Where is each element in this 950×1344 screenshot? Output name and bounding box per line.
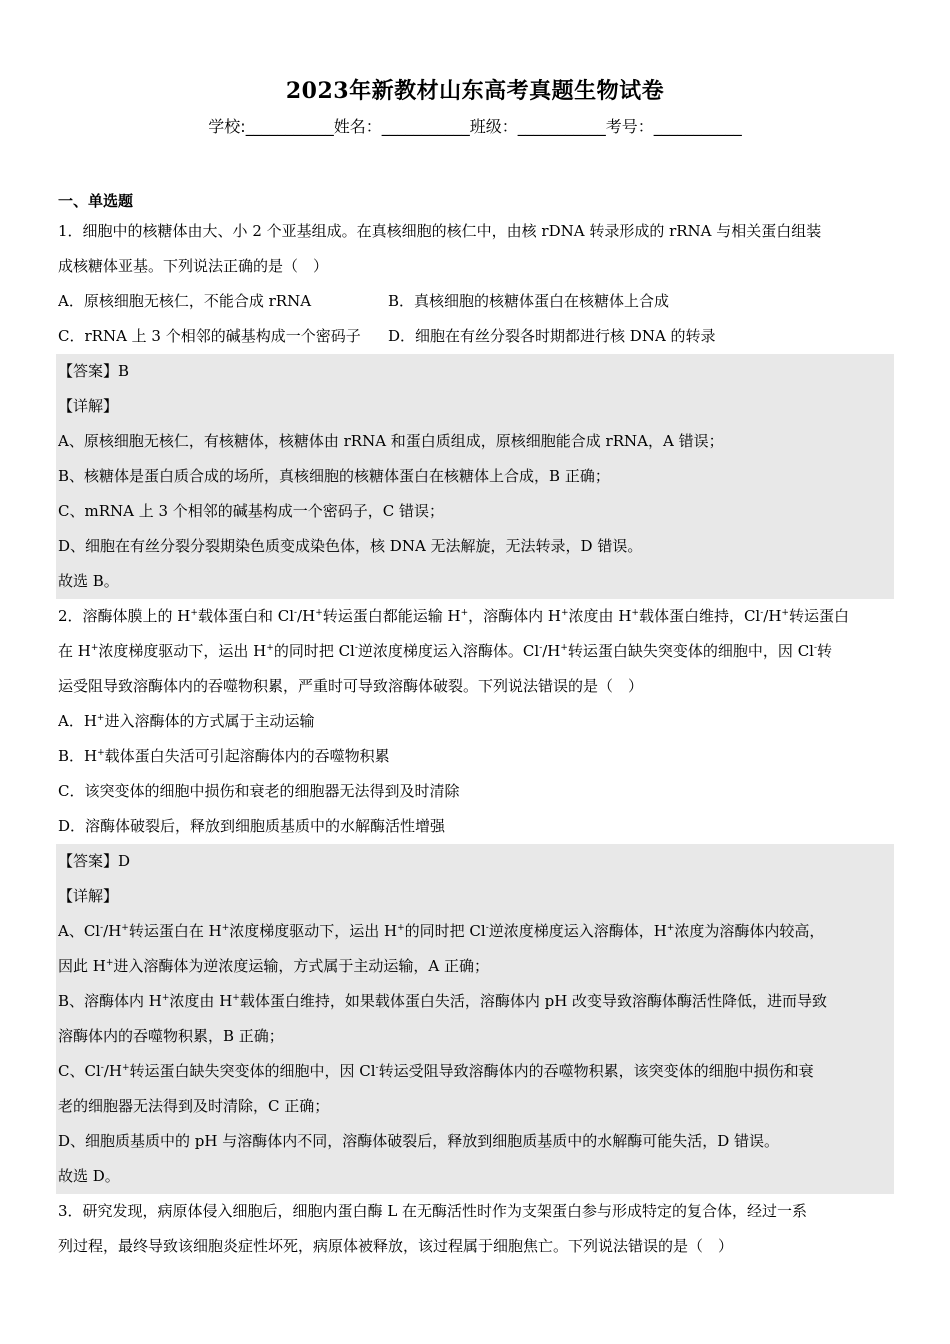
detail-line: D、细胞在有丝分裂分裂期染色质变成染色体，核 DNA 无法解旋，无法转录，D 错误。	[58, 537, 643, 555]
text-fragment: 浓度梯度驱动下，运出 H	[229, 922, 398, 940]
superscript: +	[121, 1063, 130, 1073]
text-fragment: 转运受阻导致溶酶体内的吞噬物积累，该突变体的细胞中损伤和衰	[378, 1062, 814, 1080]
text-fragment: 在 H	[58, 642, 91, 660]
detail-label: 【详解】	[58, 397, 119, 415]
text-fragment: C、Cl	[58, 1062, 101, 1080]
option-b	[58, 739, 894, 774]
answer-block	[56, 844, 894, 1194]
question-stem: 3．研究发现，病原体侵入细胞后，细胞内蛋白酶 L 在无酶活性时作为支架蛋白参与形成特定的复合体，经过一系	[58, 1202, 808, 1220]
text-fragment: 转运蛋白都能运输 H	[322, 607, 461, 625]
option-a	[58, 704, 894, 739]
text-fragment: 进入溶酶体的方式属于主动运输	[104, 712, 315, 730]
text-fragment: 转	[817, 642, 833, 660]
text-fragment: 浓度为溶酶体内较高，	[674, 922, 825, 940]
superscript: -	[375, 1063, 379, 1073]
text-fragment: 载体蛋白维持，Cl	[638, 607, 761, 625]
detail-line	[58, 914, 894, 949]
detail-line	[58, 984, 894, 1019]
detail-line: C、mRNA 上 3 个相邻的碱基构成一个密码子，C 错误；	[58, 502, 445, 520]
text-fragment: /H	[103, 1062, 122, 1080]
superscript: +	[90, 643, 99, 653]
option-c: C．rRNA 上 3 个相邻的碱基构成一个密码子	[58, 327, 361, 345]
answer-block	[56, 354, 894, 599]
text-fragment: /H	[763, 607, 782, 625]
superscript: +	[266, 643, 274, 653]
text-fragment: /H	[542, 642, 561, 660]
superscript: -	[354, 643, 358, 653]
superscript: +	[460, 608, 469, 618]
superscript: -	[294, 608, 298, 618]
superscript: +	[221, 923, 230, 933]
superscript: +	[105, 958, 114, 968]
text-fragment: B．H	[58, 747, 98, 765]
option-c: C．该突变体的细胞中损伤和衰老的细胞器无法得到及时清除	[58, 782, 460, 800]
detail-line	[58, 1054, 894, 1089]
question-stem: 1．细胞中的核糖体由大、小 2 个亚基组成。在真核细胞的核仁中，由核 rDNA 转录形成的 rRNA 与相关蛋白组装	[58, 222, 822, 240]
text-fragment: 逆浓度梯度运入溶酶体，H	[488, 922, 667, 940]
question-stem	[58, 634, 894, 669]
superscript: +	[232, 993, 240, 1003]
text-fragment: 浓度梯度驱动下，运出 H	[98, 642, 267, 660]
detail-line: 老的细胞器无法得到及时清除，C 正确；	[58, 1097, 330, 1115]
text-fragment: 的同时把 Cl	[404, 922, 486, 940]
answer-label: 【答案】B	[58, 362, 130, 380]
superscript: -	[100, 1063, 104, 1073]
superscript: -	[485, 923, 489, 933]
option-d: D．溶酶体破裂后，释放到细胞质基质中的水解酶活性增强	[58, 817, 446, 835]
text-fragment: 逆浓度梯度运入溶酶体。Cl	[357, 642, 540, 660]
detail-line: A、原核细胞无核仁，有核糖体，核糖体由 rRNA 和蛋白质组成，原核细胞能合成 rRNA，A 错误；	[58, 432, 724, 450]
superscript: +	[121, 923, 129, 933]
question-1	[58, 214, 894, 599]
text-fragment: 转运蛋白缺失突变体的细胞中，因 Cl	[567, 642, 814, 660]
option-d: D．细胞在有丝分裂各时期都进行核 DNA 的转录	[388, 327, 716, 345]
student-info-text: 学校:___________姓名：___________班级：___________考号：___________	[208, 117, 742, 136]
section-heading: 一、单选题	[58, 192, 134, 210]
superscript: +	[561, 608, 569, 618]
question-2	[58, 599, 894, 1194]
superscript: +	[96, 713, 105, 723]
student-info-line	[0, 114, 950, 137]
superscript: +	[781, 608, 789, 618]
superscript: +	[397, 923, 405, 933]
detail-label: 【详解】	[58, 887, 119, 905]
text-fragment: 因此 H	[58, 957, 106, 975]
detail-line: B、核糖体是蛋白质合成的场所，真核细胞的核糖体蛋白在核糖体上合成，B 正确；	[58, 467, 610, 485]
text-fragment: 转运蛋白缺失突变体的细胞中，因 Cl	[129, 1062, 376, 1080]
text-fragment: 转运蛋白	[788, 607, 849, 625]
text-fragment: 载体蛋白失活可引起溶酶体内的吞噬物积累	[104, 747, 390, 765]
conclusion: 故选 D。	[58, 1167, 120, 1185]
text-fragment: /H	[297, 607, 316, 625]
text-fragment: B、溶酶体内 H	[58, 992, 162, 1010]
text-fragment: 的同时把 Cl	[273, 642, 355, 660]
option-a: A．原核细胞无核仁，不能合成 rRNA	[58, 292, 312, 310]
superscript: +	[631, 608, 639, 618]
superscript: -	[813, 643, 818, 653]
text-fragment: 2．溶酶体膜上的 H	[58, 607, 191, 625]
question-stem: 列过程，最终导致该细胞炎症性坏死，病原体被释放，该过程属于细胞焦亡。下列说法错误的是（ ）	[58, 1237, 734, 1255]
question-stem	[58, 599, 894, 634]
conclusion: 故选 B。	[58, 572, 119, 590]
text-fragment: ，溶酶体内 H	[468, 607, 561, 625]
question-stem: 运受阻导致溶酶体内的吞噬物积累，严重时可导致溶酶体破裂。下列说法错误的是（ ）	[58, 677, 644, 695]
superscript: +	[161, 993, 170, 1003]
question-stem: 成核糖体亚基。下列说法正确的是（ ）	[58, 257, 329, 275]
page-title: 2023年新教材山东高考真题生物试卷	[285, 78, 665, 104]
question-3	[58, 1194, 894, 1264]
option-row	[58, 319, 894, 354]
superscript: +	[97, 748, 105, 758]
superscript: -	[760, 608, 764, 618]
superscript: +	[315, 608, 323, 618]
question-content	[58, 188, 894, 1264]
text-fragment: A．H	[58, 712, 97, 730]
detail-line	[58, 949, 894, 984]
text-fragment: 转运蛋白在 H	[128, 922, 222, 940]
superscript: +	[190, 608, 198, 618]
text-fragment: 载体蛋白维持，如果载体蛋白失活，溶酶体内 pH 改变导致溶酶体酶活性降低，进而导致	[239, 992, 828, 1010]
detail-line: 溶酶体内的吞噬物积累，B 正确；	[58, 1027, 284, 1045]
text-fragment: 浓度由 H	[169, 992, 233, 1010]
text-fragment: /H	[103, 922, 122, 940]
text-fragment: 进入溶酶体为逆浓度运输，方式属于主动运输，A 正确；	[113, 957, 490, 975]
text-fragment: 浓度由 H	[568, 607, 632, 625]
option-b: B．真核细胞的核糖体蛋白在核糖体上合成	[388, 292, 670, 310]
option-row	[58, 284, 894, 319]
superscript: +	[560, 643, 568, 653]
superscript: -	[539, 643, 543, 653]
superscript: -	[100, 923, 104, 933]
detail-line: D、细胞质基质中的 pH 与溶酶体内不同，溶酶体破裂后，释放到细胞质基质中的水解酶可能失活，D 错误。	[58, 1132, 780, 1150]
text-fragment: A、Cl	[58, 922, 101, 940]
superscript: +	[666, 923, 675, 933]
text-fragment: 载体蛋白和 Cl	[197, 607, 294, 625]
answer-label: 【答案】D	[58, 852, 131, 870]
